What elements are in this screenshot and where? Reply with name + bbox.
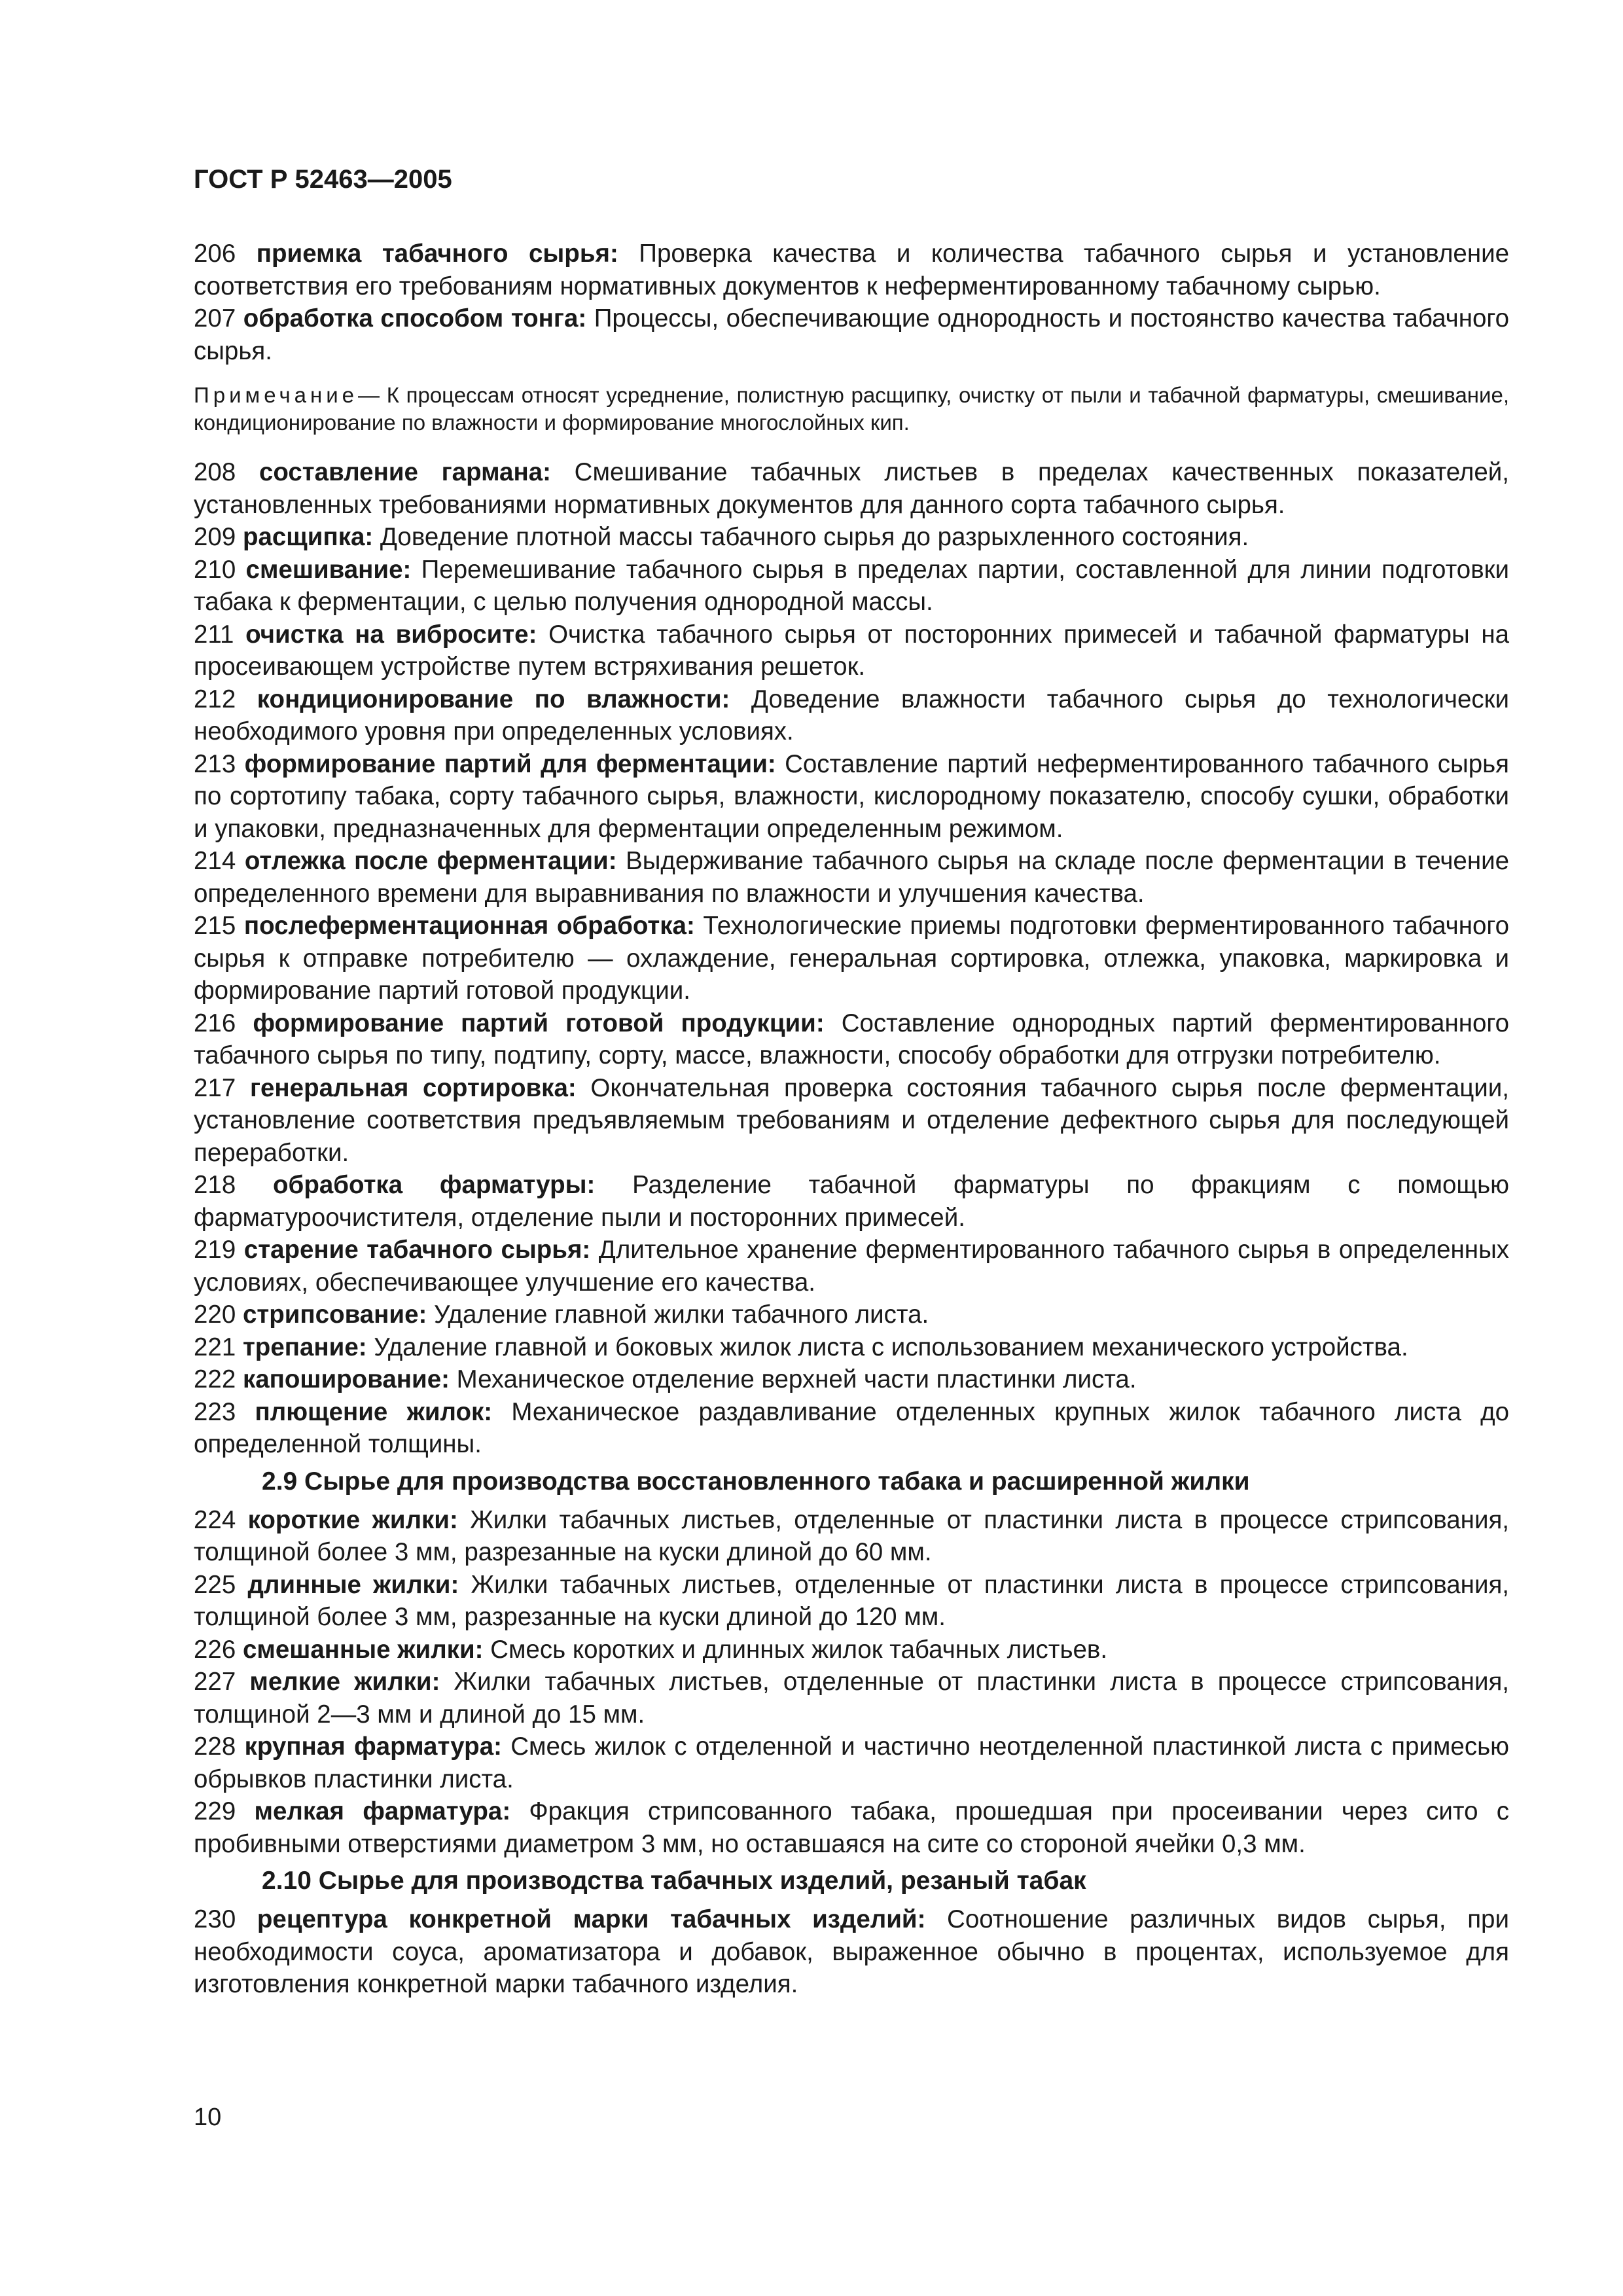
term-name: генеральная сортировка:: [249, 1073, 577, 1102]
term-number: 219: [194, 1236, 236, 1264]
term-definition: Удаление главной жилки табачного листа.: [427, 1300, 929, 1329]
term-entry-213: [194, 748, 1509, 846]
term-number: 208: [194, 458, 236, 486]
section-heading-2-9: 2.9 Сырье для производства восстановленного табака и расширенной жилки: [262, 1467, 1250, 1496]
term-entry-229: [194, 1795, 1509, 1860]
standard-header: ГОСТ Р 52463—2005: [194, 165, 452, 194]
term-definition: Разделение табачной фарматуры по фракциям с помощью фарматуроочистителя, отделение пыли и посторонних примесей.: [194, 1171, 1510, 1232]
term-entry-209: [194, 521, 1509, 554]
term-name: мелкие жилки:: [249, 1668, 440, 1696]
term-list-b: [194, 456, 1509, 1461]
term-number: 216: [194, 1009, 236, 1037]
term-definition: Технологические приемы подготовки ферментированного табачного сырья к отправке потребителю — охлаждение, генеральная сортировка, отлежка, упаковка, маркировка и формирование партий готовой продукции.: [194, 912, 1509, 1005]
term-entry-226: [194, 1634, 1509, 1666]
term-definition: Фракция стрипсованного табака, прошедшая при просеивании через сито с пробивными отверстиями диаметром 3 мм, но оставшаяся на сите со стороной ячейки 0,3 мм.: [194, 1797, 1509, 1858]
term-entry-225: [194, 1569, 1509, 1634]
term-number: 228: [194, 1732, 236, 1761]
term-name: расщипка:: [242, 523, 374, 551]
term-definition: Удаление главной и боковых жилок листа с использованием механического устройства.: [366, 1333, 1408, 1361]
term-name: приемка табачного сырья:: [256, 240, 618, 268]
page-number: 10: [194, 2104, 222, 2131]
term-entry-217: [194, 1072, 1509, 1170]
term-list-d: [194, 1903, 1509, 2001]
term-number: 222: [194, 1365, 236, 1393]
term-entry-222: [194, 1363, 1509, 1396]
term-definition: Процессы, обеспечивающие однородность и постоянство качества табачного сырья.: [194, 304, 1510, 365]
term-entry-212: [194, 683, 1509, 748]
term-entry-230: [194, 1903, 1509, 2001]
term-number: 210: [194, 555, 236, 584]
note-text: — К процессам относят усреднение, полистную расщипку, очистку от пыли и табачной фарматуры, смешивание, кондиционирование по влажности и формирование многослойных кип.: [194, 383, 1509, 435]
term-name: мелкая фарматура:: [254, 1797, 511, 1825]
term-number: 224: [194, 1505, 236, 1534]
term-definition: Механическое раздавливание отделенных крупных жилок табачного листа до определенной толщины.: [194, 1397, 1509, 1458]
term-entry-218: [194, 1169, 1509, 1234]
term-name: смешивание:: [245, 555, 412, 584]
term-entry-223: [194, 1396, 1509, 1461]
term-definition: Доведение влажности табачного сырья до технологически необходимого уровня при определенных условиях.: [194, 685, 1509, 745]
term-name: составление гармана:: [259, 458, 551, 486]
term-definition: Соотношение различных видов сырья, при необходимости соуса, ароматизатора и добавок, выраженное обычно в процентах, используемое для изготовления конкретной марки табачного изделия.: [194, 1905, 1509, 1998]
term-definition: Перемешивание табачного сырья в пределах партии, составленной для линии подготовки табака к ферментации, с целью получения однородной массы.: [194, 555, 1510, 616]
term-name: обработка способом тонга:: [243, 304, 587, 332]
term-number: 213: [194, 749, 236, 778]
term-list-a: [194, 238, 1509, 367]
term-entry-227: [194, 1666, 1509, 1731]
term-number: 221: [194, 1333, 236, 1361]
term-name: крупная фарматура:: [244, 1732, 502, 1761]
term-list-c: [194, 1504, 1509, 1861]
term-number: 223: [194, 1397, 236, 1426]
term-name: кондиционирование по влажности:: [257, 685, 730, 713]
note-paragraph: [194, 382, 1509, 437]
term-entry-228: [194, 1731, 1509, 1795]
term-definition: Проверка качества и количества табачного сырья и установление соответствия его требованиям нормативных документов к неферментированному табачному сырью.: [194, 240, 1510, 300]
term-number: 220: [194, 1300, 236, 1329]
section-heading-2-10: 2.10 Сырье для производства табачных изделий, резаный табак: [262, 1867, 1086, 1895]
term-name: формирование партий для ферментации:: [244, 749, 776, 778]
term-definition: Очистка табачного сырья от посторонних примесей и табачной фарматуры на просеивающем устройстве путем встряхивания решеток.: [194, 620, 1509, 681]
term-name: послеферментационная обработка:: [243, 912, 695, 940]
term-name: рецептура конкретной марки табачных изделий:: [257, 1905, 926, 1933]
term-number: 229: [194, 1797, 236, 1825]
term-number: 226: [194, 1635, 236, 1664]
term-entry-208: [194, 456, 1509, 521]
term-number: 227: [194, 1668, 236, 1696]
term-entry-220: [194, 1299, 1509, 1331]
term-number: 214: [194, 847, 236, 875]
term-entry-207: [194, 302, 1509, 367]
term-definition: Составление однородных партий ферментированного табачного сырья по типу, подтипу, сорту, массе, влажности, способу обработки для отгрузки потребителю.: [194, 1009, 1509, 1069]
term-number: 209: [194, 523, 236, 551]
term-entry-211: [194, 619, 1509, 683]
term-entry-221: [194, 1331, 1509, 1364]
term-definition: Доведение плотной массы табачного сырья до разрыхленного состояния.: [373, 523, 1249, 551]
term-definition: Механическое отделение верхней части пластинки листа.: [449, 1365, 1137, 1393]
term-number: 207: [194, 304, 236, 332]
document-page: [194, 164, 1509, 2001]
term-number: 211: [194, 620, 234, 649]
term-name: формирование партий готовой продукции:: [253, 1009, 825, 1037]
term-definition: Окончательная проверка состояния табачного сырья после ферментации, установление соответствия предъявляемым требованиям и отделение дефектного сырья для последующей переработки.: [194, 1073, 1509, 1167]
term-name: смешанные жилки:: [242, 1635, 484, 1664]
term-definition: Длительное хранение ферментированного табачного сырья в определенных условиях, обеспечивающее улучшение его качества.: [194, 1236, 1509, 1297]
term-definition: Жилки табачных листьев, отделенные от пластинки листа в процессе стрипсования, толщиной более 3 мм, разрезанные на куски длиной до 60 мм.: [194, 1505, 1509, 1566]
term-name: старение табачного сырья:: [243, 1236, 591, 1264]
term-entry-214: [194, 845, 1509, 910]
term-definition: Выдерживание табачного сырья на складе после ферментации в течение определенного времени для выравнивания по влажности и улучшения качества.: [194, 847, 1509, 908]
term-name: короткие жилки:: [247, 1505, 458, 1534]
term-entry-215: [194, 910, 1509, 1007]
term-entry-224: [194, 1504, 1509, 1569]
term-definition: Смесь коротких и длинных жилок табачных листьев.: [483, 1635, 1108, 1664]
term-definition: Жилки табачных листьев, отделенные от пластинки листа в процессе стрипсования, толщиной более 3 мм, разрезанные на куски длиной до 120 мм.: [194, 1570, 1509, 1631]
term-name: длинные жилки:: [247, 1570, 459, 1599]
term-definition: Смешивание табачных листьев в пределах качественных показателей, установленных требованиями нормативных документов для данного сорта табачного сырья.: [194, 458, 1510, 519]
term-number: 215: [194, 912, 236, 940]
term-name: капоширование:: [242, 1365, 450, 1393]
term-definition: Жилки табачных листьев, отделенные от пластинки листа в процессе стрипсования, толщиной 2—3 мм и длиной до 15 мм.: [194, 1668, 1509, 1729]
term-definition: Составление партий неферментированного табачного сырья по сортотипу табака, сорту табачного сырья, влажности, кислородному показателю, способу сушки, обработки и упаковки, предназначенных для ферментации определенным режимом.: [194, 749, 1510, 843]
term-entry-210: [194, 554, 1509, 619]
term-name: отлежка после ферментации:: [244, 847, 617, 875]
note-label: Примечание: [194, 383, 359, 407]
term-number: 217: [194, 1073, 236, 1102]
term-name: обработка фарматуры:: [273, 1171, 596, 1199]
term-number: 206: [194, 240, 236, 268]
term-number: 225: [194, 1570, 236, 1599]
term-name: очистка на вибросите:: [245, 620, 537, 649]
term-entry-219: [194, 1234, 1509, 1299]
term-entry-206: [194, 238, 1509, 302]
term-name: плющение жилок:: [255, 1397, 493, 1426]
term-number: 218: [194, 1171, 236, 1199]
term-number: 230: [194, 1905, 236, 1933]
term-definition: Смесь жилок с отделенной и частично неотделенной пластинкой листа с примесью обрывков пластинки листа.: [194, 1732, 1510, 1793]
term-name: трепание:: [242, 1333, 367, 1361]
term-number: 212: [194, 685, 236, 713]
term-entry-216: [194, 1007, 1509, 1072]
term-name: стрипсование:: [242, 1300, 427, 1329]
